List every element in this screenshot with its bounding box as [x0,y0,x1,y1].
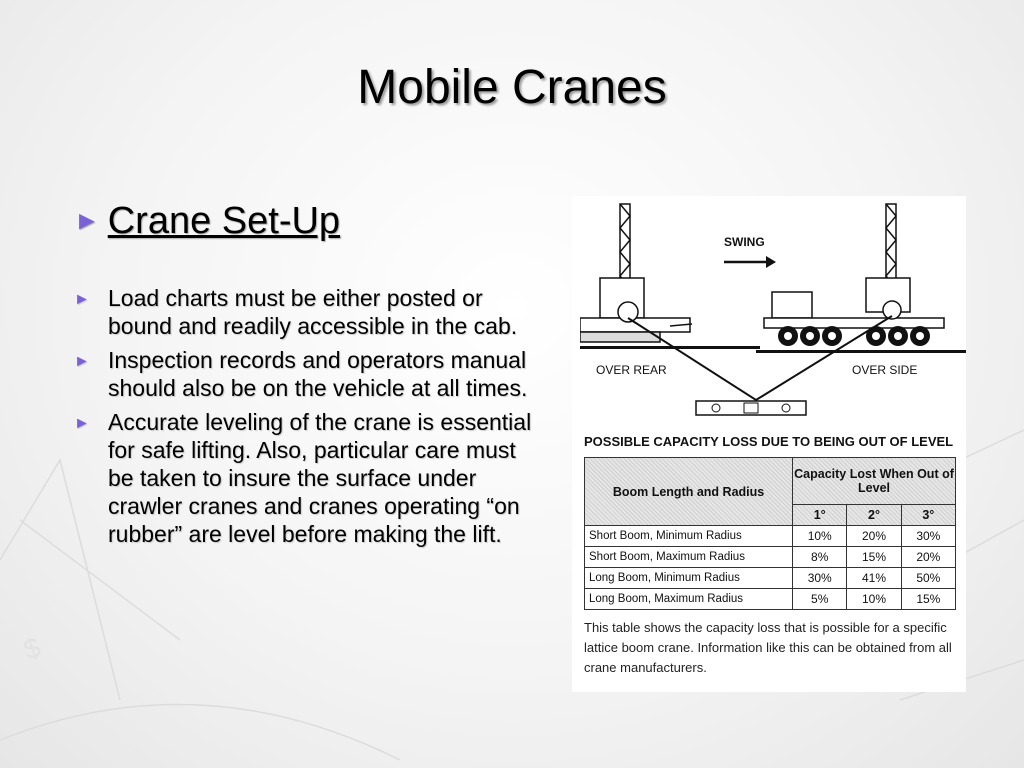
over-rear-label: OVER REAR [596,363,667,377]
table-row [585,568,956,589]
table-row [585,547,956,568]
bullet-text: Accurate leveling of the crane is essential for safe lifting. Also, particular care must be taken to insure the surface under crawler cranes and cranes operating “on rubber” are level before making the lift. [108,409,532,547]
table-row [585,589,956,610]
heading-text: Crane Set-Up [107,200,341,242]
row-label: Long Boom, Maximum Radius [585,589,793,610]
bullet-item [74,408,544,548]
heading-bullet-icon: ► [74,205,100,235]
cell-value: 30% [793,568,847,589]
cell-value: 20% [901,547,955,568]
table-title: POSSIBLE CAPACITY LOSS DUE TO BEING OUT OF LEVEL [584,434,954,449]
cell-value: 41% [847,568,901,589]
cell-value: 10% [847,589,901,610]
cell-value: 5% [793,589,847,610]
cell-value: 20% [847,526,901,547]
swing-label: SWING [724,235,765,249]
header-degree: 3° [901,505,955,526]
row-label: Short Boom, Maximum Radius [585,547,793,568]
cell-value: 15% [901,589,955,610]
svg-text:$: $ [19,631,45,666]
bullet-icon: ► [74,415,90,432]
capacity-loss-panel [580,432,960,678]
header-degree: 2° [847,505,901,526]
cell-value: 10% [793,526,847,547]
header-capacity-lost: Capacity Lost When Out of Level [793,458,956,505]
figure-caption: This table shows the capacity loss that is possible for a specific lattice boom crane. Information like this can be obtained from all crane manufacturers. [584,620,952,675]
cell-value: 8% [793,547,847,568]
table-row [585,526,956,547]
slide-title: Mobile Cranes [357,61,667,114]
wheels [778,326,930,346]
bullet-list [74,284,544,554]
cell-value: 50% [901,568,955,589]
crane-level-diagram [580,196,966,428]
header-boom-length: Boom Length and Radius [585,458,793,526]
bullet-item [74,346,544,402]
bullet-text: Load charts must be either posted or bound and readily accessible in the cab. [108,285,518,339]
over-side-label: OVER SIDE [852,363,918,377]
row-label: Short Boom, Minimum Radius [585,526,793,547]
capacity-loss-table [584,457,956,610]
section-heading [74,200,340,243]
crane-level-figure [572,196,966,692]
row-label: Long Boom, Minimum Radius [585,568,793,589]
crane-over-rear-illustration [580,204,692,342]
bullet-item [74,284,544,340]
cell-value: 15% [847,547,901,568]
header-degree: 1° [793,505,847,526]
bullet-icon: ► [74,291,90,308]
bullet-text: Inspection records and operators manual should also be on the vehicle at all times. [108,347,528,401]
crane-over-side-illustration [764,204,944,328]
cell-value: 30% [901,526,955,547]
bullet-icon: ► [74,353,90,370]
